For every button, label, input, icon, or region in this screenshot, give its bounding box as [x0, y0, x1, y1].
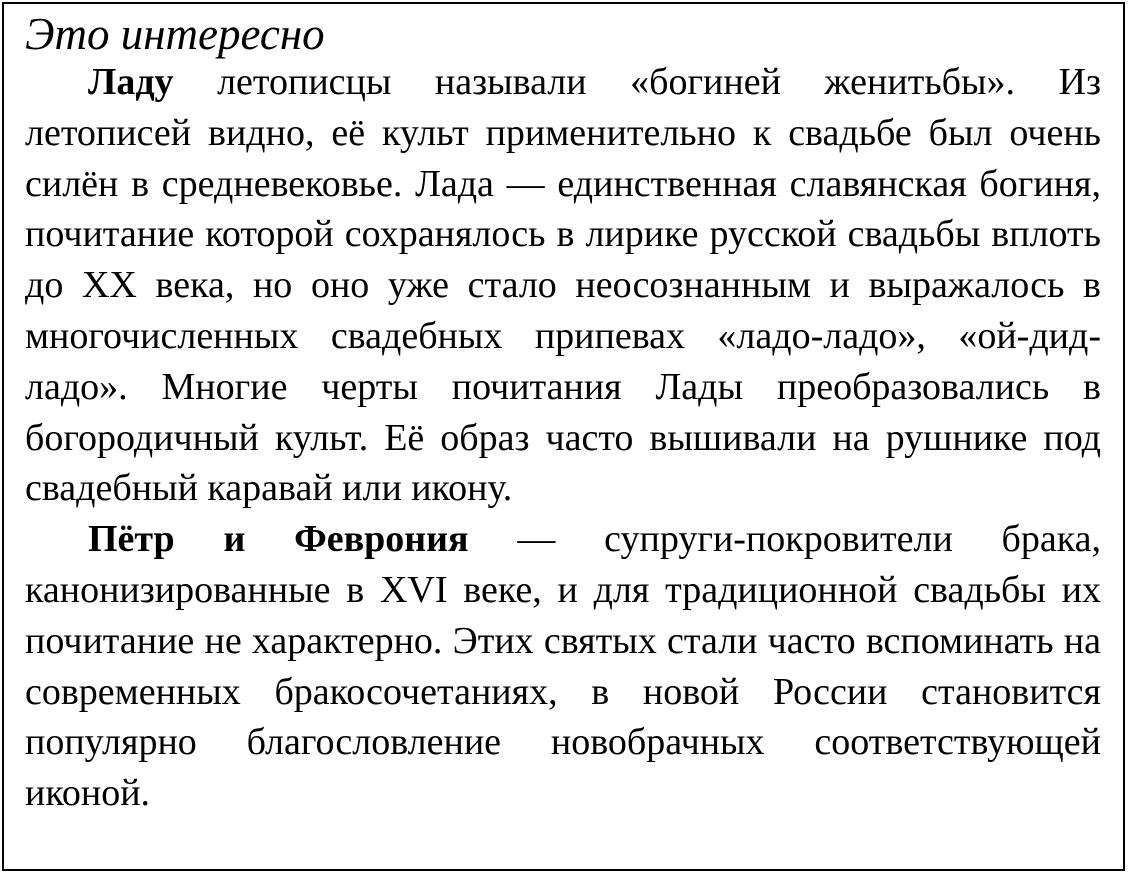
info-box: [2, 2, 1125, 871]
paragraph-petr-fevronia: [25, 514, 1101, 819]
paragraph-lada-term: Ладу: [88, 61, 174, 103]
box-title: Это интересно: [25, 9, 325, 59]
paragraph-petr-fevronia-term: Пётр и Феврония: [88, 518, 469, 561]
paragraph-lada: [25, 57, 1101, 514]
paragraph-lada-text: летописцы называли «богиней женитьбы». Из летописей видно, её культ применительно к свадьбе был очень силён в средневековье. Лада — единственная славянская богиня, почитание которой сохранялось в лирике русской свадьбы вплоть до XX века, но оно уже стало неосознанным и выражалось в многочисленных свадебных припевах «ладо-ладо», «ой-дид-ладо». Многие черты почитания Лады преобразовались в богородичный культ. Её образ часто вышивали на рушнике под свадебный каравай или икону.: [25, 61, 1101, 510]
paragraph-petr-fevronia-text: — супруги-покровители брака, канонизированные в XVI веке, и для традиционной свадьбы их почитание не характерно. Этих святых стали часто вспоминать на современных бракосочетаниях, в новой России становится популярно благословление новобрачных соответствующей иконой.: [25, 518, 1101, 815]
